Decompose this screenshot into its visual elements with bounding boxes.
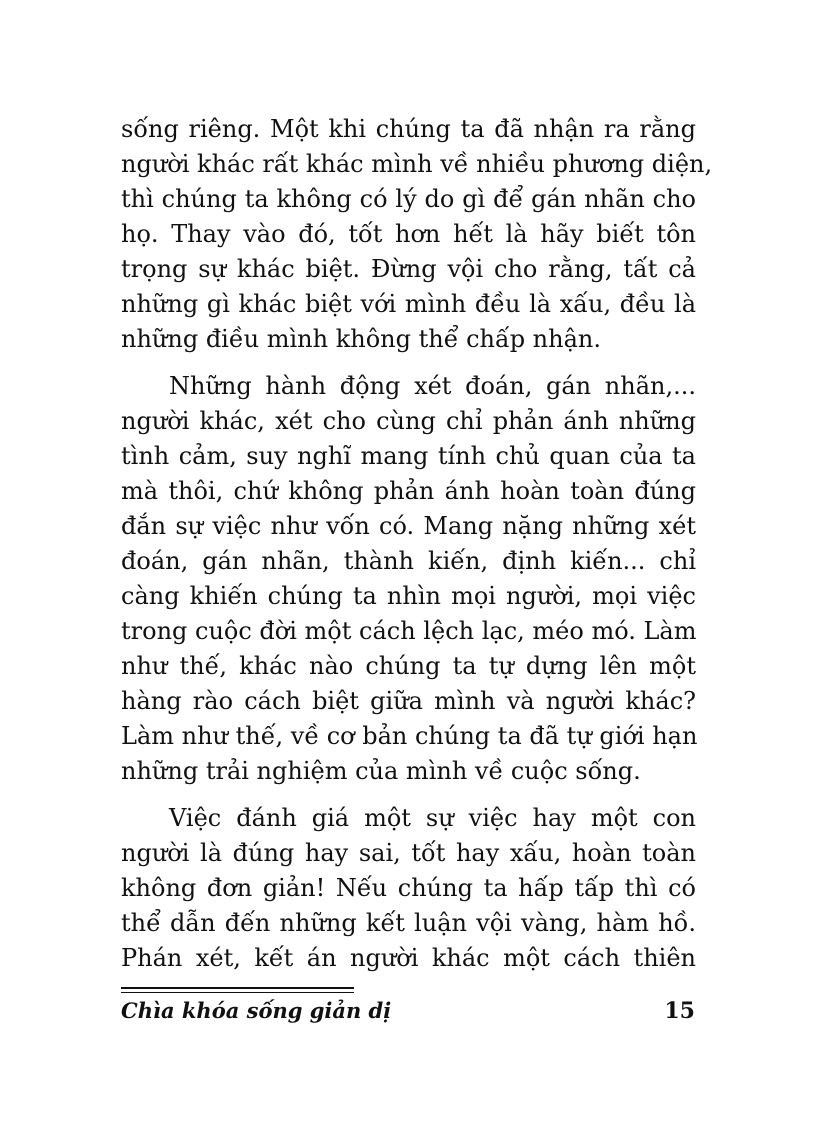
body-text bbox=[121, 112, 713, 976]
footer-rule bbox=[121, 987, 354, 989]
paragraph-2 bbox=[121, 369, 696, 789]
text-line: thể dẫn đến những kết luận vội vàng, hàm hồ. bbox=[121, 909, 696, 937]
text-line: thì chúng ta không có lý do gì để gán nhãn cho bbox=[121, 185, 696, 213]
text-line: Những hành động xét đoán, gán nhãn,... bbox=[169, 372, 696, 400]
text-line: không đơn giản! Nếu chúng ta hấp tấp thì có bbox=[121, 874, 696, 902]
text-line: tình cảm, suy nghĩ mang tính chủ quan của ta bbox=[121, 442, 696, 470]
text-line: như thế, khác nào chúng ta tự dựng lên một bbox=[121, 652, 696, 680]
paragraph-3 bbox=[121, 801, 696, 976]
text-line: người khác rất khác mình về nhiều phương diện, bbox=[121, 150, 713, 178]
text-line: người là đúng hay sai, tốt hay xấu, hoàn toàn bbox=[121, 839, 696, 867]
text-line: đoán, gán nhãn, thành kiến, định kiến... chỉ bbox=[121, 547, 696, 575]
text-line: những điều mình không thể chấp nhận. bbox=[121, 325, 601, 353]
text-line: họ. Thay vào đó, tốt hơn hết là hãy biết tôn bbox=[121, 220, 696, 248]
text-line: Làm như thế, về cơ bản chúng ta đã tự giới hạn bbox=[121, 722, 698, 750]
footer-rule-thin bbox=[121, 992, 354, 993]
text-line: hàng rào cách biệt giữa mình và người khác? bbox=[121, 687, 696, 715]
text-line: đắn sự việc như vốn có. Mang nặng những xét bbox=[121, 512, 696, 540]
paragraph-1 bbox=[121, 112, 713, 357]
text-line: những trải nghiệm của mình về cuộc sống. bbox=[121, 757, 641, 785]
text-line: trọng sự khác biệt. Đừng vội cho rằng, tất cả bbox=[121, 255, 696, 283]
text-line: người khác, xét cho cùng chỉ phản ánh những bbox=[121, 407, 696, 435]
page-number: 15 bbox=[664, 998, 695, 1024]
text-line: những gì khác biệt với mình đều là xấu, đều là bbox=[121, 290, 696, 318]
text-line: trong cuộc đời một cách lệch lạc, méo mó. Làm bbox=[121, 617, 697, 645]
text-line: mà thôi, chứ không phản ánh hoàn toàn đúng bbox=[121, 477, 696, 505]
text-line: sống riêng. Một khi chúng ta đã nhận ra rằng bbox=[121, 115, 696, 143]
running-footer-title: Chìa khóa sống giản dị bbox=[121, 998, 392, 1023]
text-line: càng khiến chúng ta nhìn mọi người, mọi việc bbox=[121, 582, 696, 610]
text-line: Việc đánh giá một sự việc hay một con bbox=[169, 804, 696, 832]
text-line: Phán xét, kết án người khác một cách thiên bbox=[121, 944, 696, 972]
